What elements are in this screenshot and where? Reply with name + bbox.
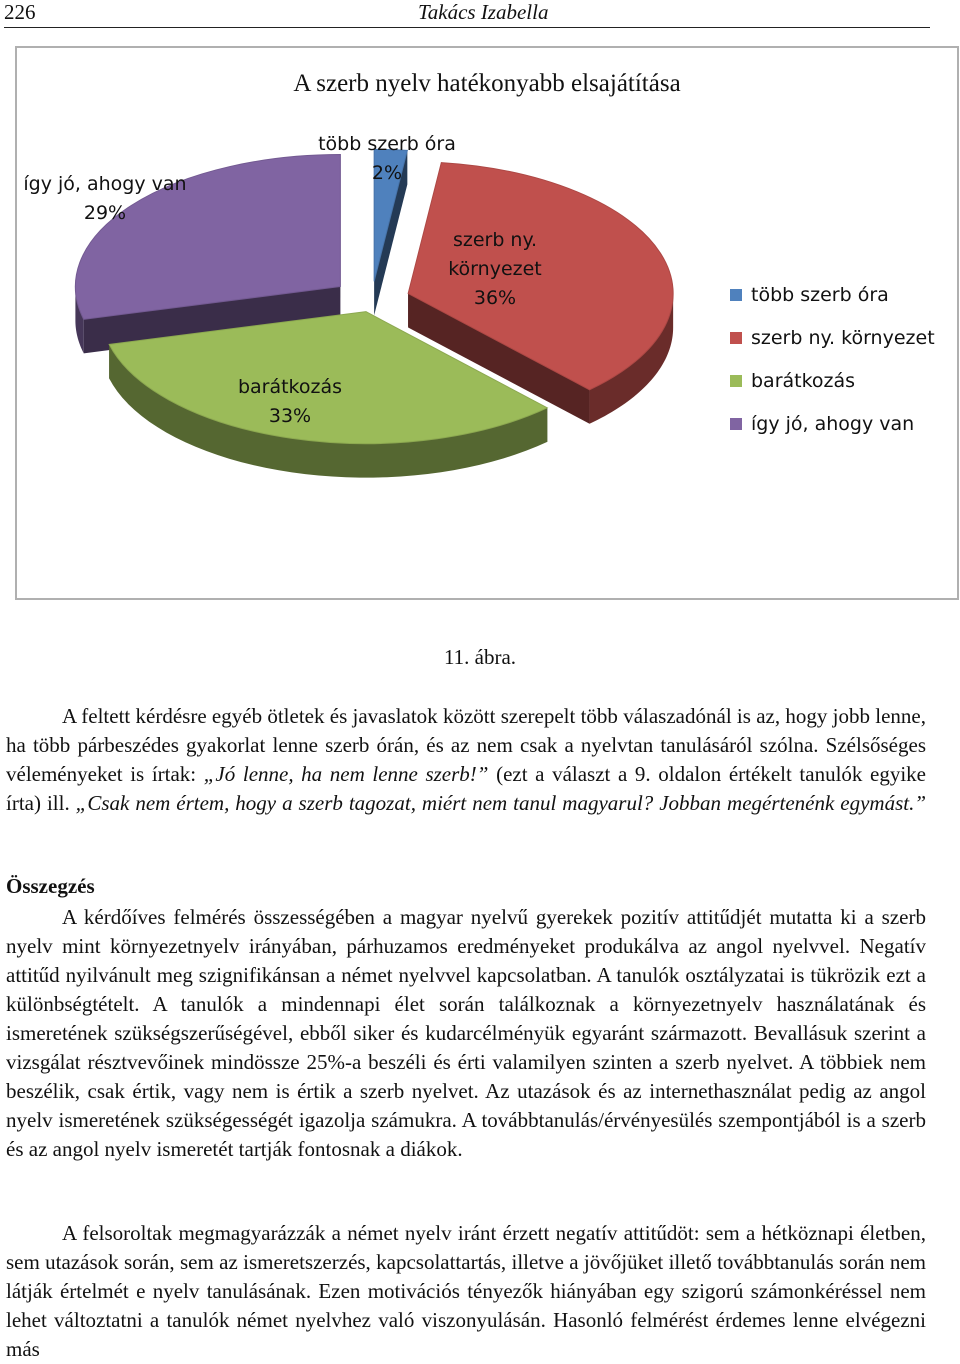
chart-legend [730, 273, 935, 445]
legend-swatch-blue [730, 289, 742, 301]
legend-item-tobb-szerb-ora [730, 273, 935, 316]
data-label-szerb-ny-kornyezet-name-1: szerb ny. [452, 229, 538, 251]
legend-swatch-green [730, 375, 742, 387]
data-label-tobb-szerb-ora [302, 130, 472, 188]
paragraph-1-text-a: A feltett kérdésre egyéb ötletek és javaslatok között szerepelt több válaszadónál is az, hogy jobb lenne, ha több párbeszédes gyakorlat lenne szerb órán, és az nem csak a nyelvtan tanulásáról szólna. Szélsőséges véleményeket is írtak: [6, 704, 926, 786]
legend-label: több szerb óra [751, 283, 889, 306]
data-label-szerb-ny-kornyezet-name-2: környezet [448, 258, 542, 280]
legend-item-baratkozas [730, 359, 935, 402]
data-label-baratkozas-name: barátkozás [237, 376, 343, 398]
data-label-igy-jo [20, 170, 190, 228]
legend-label: így jó, ahogy van [751, 412, 915, 435]
page-number: 226 [4, 0, 36, 24]
paragraph-1 [6, 702, 926, 818]
data-label-szerb-ny-kornyezet [415, 226, 575, 313]
quote-1: „Jó lenne, ha nem lenne szerb!” [203, 762, 489, 786]
data-label-baratkozas-value: 33% [268, 405, 312, 427]
legend-swatch-purple [730, 418, 742, 430]
legend-label: szerb ny. környezet [751, 326, 935, 349]
data-label-baratkozas [215, 373, 365, 431]
figure-caption: 11. ábra. [443, 645, 517, 669]
data-label-tobb-szerb-ora-value: 2% [371, 162, 403, 184]
section-heading: Összegzés [6, 874, 95, 898]
quote-2: „Csak nem értem, hogy a szerb tagozat, miért nem tanul magyarul? Jobban megértenénk egymást.” [75, 791, 927, 815]
running-author: Takács Izabella [418, 0, 549, 24]
legend-item-igy-jo [730, 402, 935, 445]
paragraph-2: A kérdőíves felmérés összességében a magyar nyelvű gyerekek pozitív attitűdjét mutatta ki a szerb nyelv mint környezetnyelv irányában, párhuzamos eredményeket produkálva az angol nyelvvel. Negatív attitűd nyilvánult meg szignifikánsan a német nyelvvel kapcsolatban. A tanulók osztályzatai is tükrözik ezt a különbségtételt. A tanulók a mindennapi élet során találkoznak a környezetnyelv használatának és ismeretének szükségszerűségével, ebből siker és kudarcélményük egyaránt származott. Bevallásuk szerint a vizsgálat résztvevőinek mindössze 25%-a beszéli és érti valamilyen szinten a szerb nyelvet. A többiek nem beszélik, csak értik, vagy nem is értik a szerb nyelvet. Az utazások és az internethasználat pedig az angol nyelv ismeretének szükségességét igazolja számukra. A továbbtanulás/érvényesülés szempontjából is a szerb és az angol nyelv ismeretét tartják fontosnak a diákok. [6, 905, 926, 1161]
legend-label: barátkozás [751, 369, 856, 392]
data-label-igy-jo-name: így jó, ahogy van [23, 173, 187, 195]
data-label-szerb-ny-kornyezet-value: 36% [473, 287, 517, 309]
paragraph-1-text-b: (ezt a választ a 9. oldalon értékelt tanulók egyike írta) ill. [6, 762, 926, 815]
data-label-tobb-szerb-ora-name: több szerb óra [318, 133, 456, 155]
legend-item-szerb-ny-kornyezet [730, 316, 935, 359]
data-label-igy-jo-value: 29% [83, 202, 127, 224]
legend-swatch-red [730, 332, 742, 344]
paragraph-3: A felsoroltak megmagyarázzák a német nyelv iránt érzett negatív attitűdöt: sem a hétköznapi életben, sem utazások során, sem az ismeretszerzés, kapcsolattartás, illetve a jövőjüket illető továbbtanulás során nem látják értelmét e nyelv tanulásának. Ezen motivációs tényezők hiányában egy szigorú számonkéréssel nem lehet változtatni a tanulók német nyelvhez való viszonyulásán. Hasonló felmérést érdemes lenne elvégezni más [6, 1221, 926, 1361]
chart-title: A szerb nyelv hatékonyabb elsajátítása [293, 70, 681, 97]
